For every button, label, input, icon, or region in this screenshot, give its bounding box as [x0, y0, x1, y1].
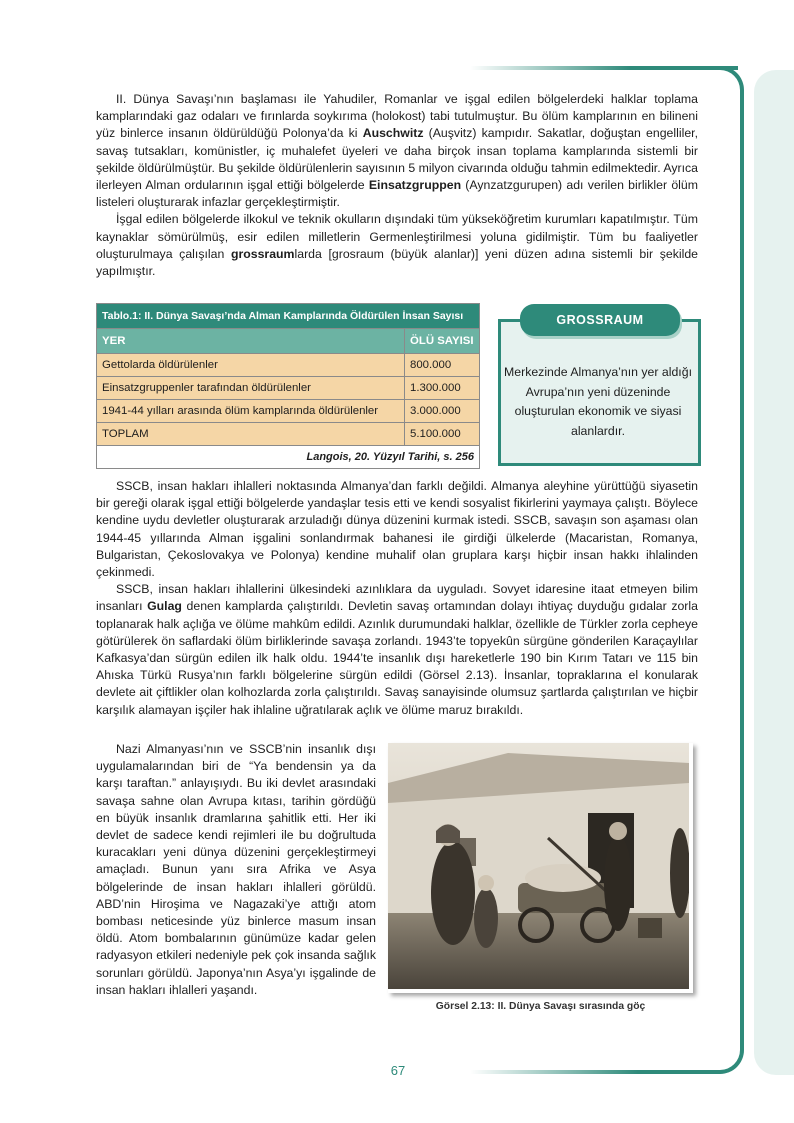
grossraum-title: GROSSRAUM: [520, 304, 680, 336]
table-caption: Tablo.1: II. Dünya Savaşı’nda Alman Kamplarında Öldürülen İnsan Sayısı: [97, 304, 480, 329]
bold-term: Einsatzgruppen: [368, 178, 462, 193]
text-run: (Auşvitz) kampıdır. Sakatlar, doğuştan engelliler, savaş tutsakları, komünistler, iç muhalefet üyeleri ve daha birçok insan toplama kamplarında sistemli bir şekilde öldürülmüştür. Bu şekilde öldürülenlerin sayısının 5 milyon civarında olduğu tahmin edilmektedir. Ayrıca ilerleyen Alman ordularının işgal ettiği bölgelerde: [96, 126, 698, 193]
table-total-row: [97, 423, 480, 446]
bold-term: grossraum: [230, 246, 295, 261]
table-cell: 800.000: [405, 354, 480, 377]
frame-bottom-line: [470, 1070, 710, 1074]
text-run: SSCB, insan hakları ihlalleri noktasında Almanya’dan farklı değildi. Almanya aleyhine yürüttüğü siyasetin bir gereği olarak işgal ettiği bölgelerde yandaşlar tesis etti ve kendi sosyalist fikirlerini yaymaya çalıştı. Böylece kendine uydu devletler oluşturarak arzuladığı dünya düzenini kurmak istedi. SSCB, savaşın son aşaması olan 1944-45 yıllarında Alman işgalini sonlandırmak bahanesi ile girdiği ülkelerde (Macaristan, Romanya, Bulgaristan, Çekoslovakya ve Polonya) kendine muhalif olan gruplara karşı hiçbir insan hakkı ihlalinden çekinmedi.: [96, 479, 698, 580]
grossraum-definition: Merkezinde Almanya’nın yer aldığı Avrupa’nın yeni düzeninde oluşturulan ekonomik ve siyasi alanlardır.: [504, 365, 692, 438]
paragraph: [96, 211, 698, 280]
table-header-place: YER: [97, 329, 405, 354]
paragraph: Nazi Almanyası’nın ve SSCB’nin insanlık dışı uygulamalarından biri de “Ya bendensin ya da karşı taraftan.” anlayışıydı. Bu iki devlet arasındaki savaşa sahne olan Avrupa kıtası, tarihin gördüğü en büyük insanlık dramlarına şahitlik etti. Her iki devlet de sadece kendi rejimleri ile bu doğrultuda kuracakları yeni dünya düzenini gerçekleştirmeyi amaçladı. Bunun yanı sıra Afrika ve Asya bölgelerinde de insan hakları ihlalleri görüldü. ABD’nin Hiroşima ve Nagazaki’ye attığı atom bombası neticesinde yüz binlerce masum insan öldü. Atom bombalarının günümüze kadar gelen radyasyon etkileri nedeniyle pek çok insanda sağlık sorunları görüldü. Japonya’nın Asya’yı işgalinde de insan hakları ihlalleri yaşandı.: [96, 742, 376, 997]
text-run: (Aynzatzgurupen) adı verilen birlikler ölüm listeleri oluşturarak infazlar gerçekleştirmiştir.: [96, 178, 698, 210]
table-row: [97, 354, 480, 377]
frame-corner-top: [700, 66, 744, 110]
table-cell: TOPLAM: [97, 423, 405, 446]
side-band: [754, 70, 794, 1075]
page-number: 67: [390, 1063, 406, 1078]
frame-right-line: [740, 105, 744, 1035]
text-run: İşgal edilen bölgelerde ilkokul ve teknik okulların dışındaki tüm yükseköğretim kurumları kapatılmıştır. Tüm kaynaklar sömürülmüş, esir edilen milletlerin Germenleştirilmesi yoluna gidilmiştir. Tüm bu faaliyetler oluşturulmaya çalışılan: [96, 212, 698, 261]
body-text-middle: [96, 478, 698, 719]
text-run: denen kamplarda çalıştırıldı. Devletin savaş ortamından dolayı ihtiyaç duyduğu gıdalar zorla toplanarak halk açlığa ve ölüme mahkûm edildi. Azınlık durumundaki halklar, özellikle de Türkler zorla cepheye götürülerek ön saflardaki ölüm birliklerinde savaşa zorlandı. 1943’te topyekûn sürgüne gönderilen Karaçaylılar Kafkasya’dan sürgün edilen ilk halk oldu. 1944’te insanlık dışı hareketlerle 190 bin Kırım Tatarı ve 115 bin Ahıska Türkü Rusya’nın farklı bölgelerine sürgün edildi (Görsel 2.13). İnsanlar, topraklarına el konularak devlete ait çiftlikler olan kolhozlarda zorla çalıştırıldı. Savaş sanayisinde olumsuz şartlarda çalıştırılan ve hiçbir karşılık alamayan işçiler hak ihlaline uğratılarak açlık ve ölüme maruz bırakıldı.: [96, 599, 698, 717]
frame-corner-bottom: [700, 1030, 744, 1074]
table-row: [97, 400, 480, 423]
text-run: larda [grosraum (büyük alanlar)] yeni düzen adına sistemli bir şekilde yapılmıştır.: [96, 246, 698, 279]
bold-term: Gulag: [147, 599, 182, 614]
text-run: SSCB, insan hakları ihlallerini ülkesindeki azınlıklara da uyguladı. Sovyet idaresine itaat etmeyen bilim insanları: [96, 582, 698, 614]
table-cell: 1941-44 yılları arasında ölüm kamplarında öldürülenler: [97, 400, 405, 423]
paragraph: [96, 478, 698, 581]
table-row: [97, 377, 480, 400]
casualties-table: [96, 303, 480, 469]
paragraph: [96, 581, 698, 719]
table-cell: 1.300.000: [405, 377, 480, 400]
body-text-top: [96, 91, 698, 280]
table-cell: Gettolarda öldürülenler: [97, 354, 405, 377]
table-cell: Einsatzgruppenler tarafından öldürülenler: [97, 377, 405, 400]
table-header-count: ÖLÜ SAYISI: [405, 329, 480, 354]
table-source: Langois, 20. Yüzyıl Tarihi, s. 256: [97, 446, 480, 469]
paragraph: [96, 91, 698, 211]
table-cell: 5.100.000: [405, 423, 480, 446]
photo-caption: Görsel 2.13: II. Dünya Savaşı sırasında göç: [435, 1001, 646, 1012]
migration-photo: [388, 743, 689, 989]
bold-term: Auschwitz: [362, 126, 424, 141]
body-text-left-column: [96, 741, 376, 999]
text-run: II. Dünya Savaşı’nın başlaması ile Yahudiler, Romanlar ve işgal edilen bölgelerdeki halklar toplama kamplarındaki gaz odaları ve fırınlarda soykırıma (holokost) tabi tutulmuştur. Bu ölüm kamplarının en bilineni yüz binlerce insanın öldürüldüğü Polonya’da ki: [96, 92, 698, 141]
table-cell: 3.000.000: [405, 400, 480, 423]
frame-top-line: [470, 66, 738, 70]
